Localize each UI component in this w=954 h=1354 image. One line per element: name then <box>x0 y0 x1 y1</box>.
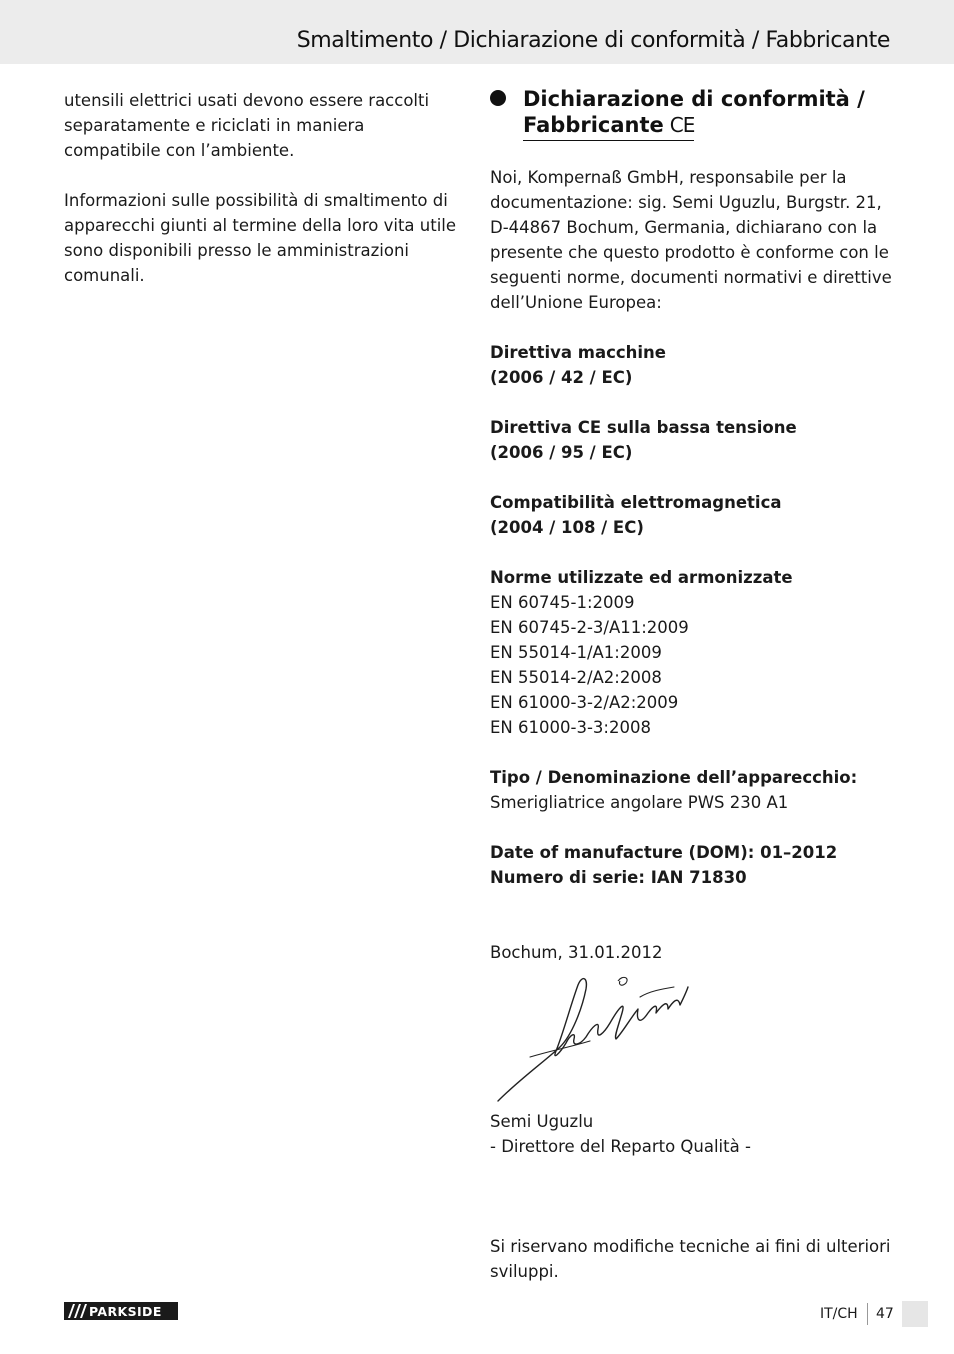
page-title: Smaltimento / Dichiarazione di conformità / Fabbricante <box>296 28 890 53</box>
heading-line-2-wrapper <box>523 112 694 141</box>
ce-mark-icon: CE <box>669 113 695 137</box>
date-of-manufacture: Date of manufacture (DOM): 01–2012 <box>490 843 838 862</box>
header-bar <box>0 0 954 64</box>
heading-line-1: Dichiarazione di conformità / <box>523 87 865 111</box>
manufacture-block <box>490 840 900 890</box>
standard-item: EN 55014-1/A1:2009 <box>490 643 662 662</box>
standards-heading: Norme utilizzate ed armonizzate <box>490 568 793 587</box>
declaration-intro: Noi, Kompernaß GmbH, responsabile per la documentazione: sig. Semi Uguzlu, Burgstr. 21, D-44867 Bochum, Germania, dichiarano con la presente che questo prodotto è conforme con le seguenti norme, documenti normativi e direttive dell’Unione Europea: <box>490 168 892 312</box>
directive-machinery <box>490 340 900 390</box>
standard-item: EN 55014-2/A2:2008 <box>490 668 662 687</box>
disposal-paragraph-2: Informazioni sulle possibilità di smaltimento di apparecchi giunti al termine della loro vita utile sono disponibili presso le amministrazioni comunali. <box>64 191 457 285</box>
standard-item: EN 60745-1:2009 <box>490 593 635 612</box>
directive-2-code: (2006 / 95 / EC) <box>490 443 633 462</box>
bullet-icon <box>490 90 506 106</box>
disposal-column <box>64 88 464 313</box>
directive-2-name: Direttiva CE sulla bassa tensione <box>490 418 797 437</box>
place-date: Bochum, 31.01.2012 <box>490 943 663 962</box>
device-type-value: Smerigliatrice angolare PWS 230 A1 <box>490 793 789 812</box>
footer-tab <box>902 1301 928 1327</box>
standard-item: EN 61000-3-3:2008 <box>490 718 651 737</box>
standard-item: EN 60745-2-3/A11:2009 <box>490 618 689 637</box>
device-type-label: Tipo / Denominazione dell’apparecchio: <box>490 768 858 787</box>
brand-text: PARKSIDE <box>89 1304 162 1319</box>
signature-image <box>490 969 710 1109</box>
standard-item: EN 61000-3-2/A2:2009 <box>490 693 679 712</box>
directive-1-code: (2006 / 42 / EC) <box>490 368 633 387</box>
footer-divider <box>867 1303 868 1325</box>
signer-name: Semi Uguzlu <box>490 1112 594 1131</box>
directive-emc <box>490 490 900 540</box>
technical-changes-note: Si riservano modifiche tecniche ai fini di ulteriori sviluppi. <box>490 1237 891 1281</box>
page-number: 47 <box>876 1306 894 1322</box>
disposal-paragraph-1: utensili elettrici usati devono essere raccolti separatamente e riciclati in maniera compatibile con l’ambiente. <box>64 91 430 160</box>
parkside-logo <box>64 1302 178 1320</box>
directive-low-voltage <box>490 415 900 465</box>
directive-1-name: Direttiva macchine <box>490 343 666 362</box>
declaration-column <box>490 86 900 1284</box>
signer-role: - Direttore del Reparto Qualità - <box>490 1137 751 1156</box>
heading-line-2: Fabbricante <box>523 113 664 137</box>
directive-3-name: Compatibilità elettromagnetica <box>490 493 782 512</box>
serial-number: Numero di serie: IAN 71830 <box>490 868 747 887</box>
device-type-block <box>490 765 900 815</box>
footer-language: IT/CH <box>820 1306 858 1322</box>
directive-3-code: (2004 / 108 / EC) <box>490 518 644 537</box>
declaration-heading <box>490 86 900 141</box>
standards-block <box>490 565 900 740</box>
